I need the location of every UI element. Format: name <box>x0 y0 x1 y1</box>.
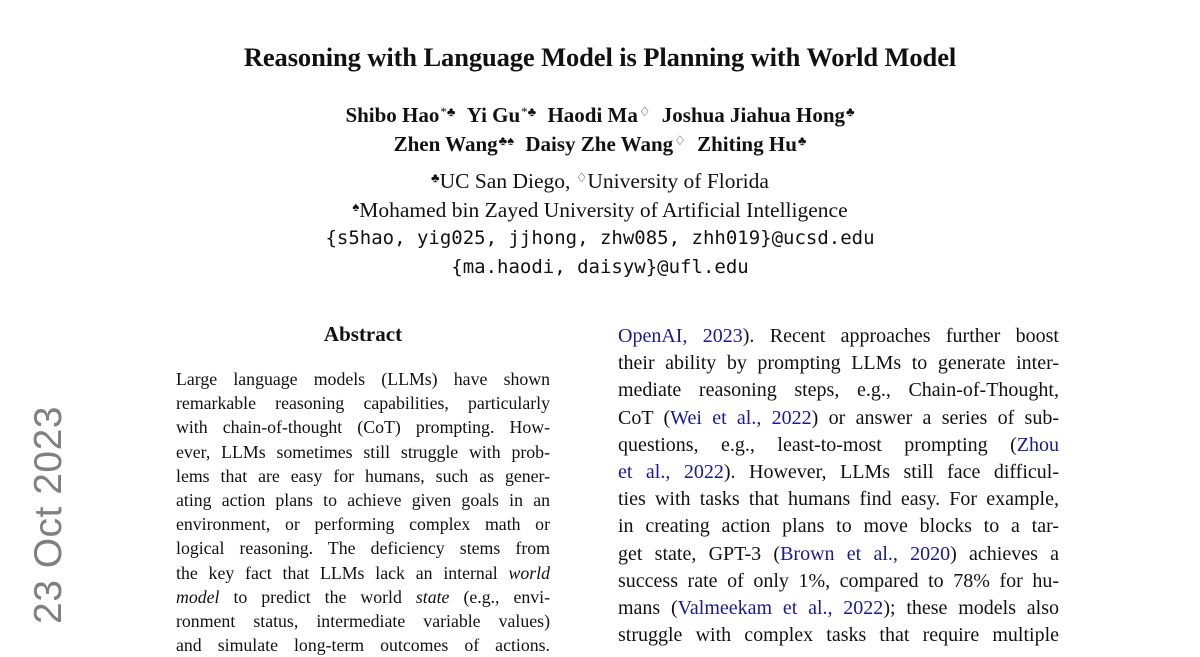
body-line: success rate of only 1%, compared to 78% for hu- <box>618 569 1059 592</box>
abstract-line: lems that are easy for humans, such as gener- <box>176 465 550 486</box>
author-list <box>0 101 1200 158</box>
body-line: struggle with complex tasks that require multiple <box>618 624 1059 647</box>
author-line-1 <box>0 101 1200 130</box>
author-name: Yi Gu <box>466 103 521 127</box>
author <box>697 132 806 156</box>
abstract-text <box>176 367 550 657</box>
body-text-run: get state, GPT-3 ( <box>618 542 781 565</box>
email-ucsd: {s5hao, yig025, jjhong, zhw085, zhh019}@ucsd.edu <box>325 227 875 249</box>
abstract-text-run: to predict the world <box>233 586 402 607</box>
emphasis: world <box>508 562 550 583</box>
author <box>467 103 537 127</box>
abstract-line: environment, or performing complex math or <box>176 514 550 535</box>
abstract-line <box>176 561 550 585</box>
author-name: Shibo Hao <box>345 103 440 127</box>
email-ufl: {ma.haodi, daisyw}@ufl.edu <box>451 255 749 278</box>
abstract-line: Large language models (LLMs) have shown <box>176 369 550 389</box>
affiliation-mbzuai: Mohamed bin Zayed University of Artificial Intelligence <box>359 197 848 222</box>
author-name: Joshua Jiahua Hong <box>661 103 846 127</box>
abstract-line: ever, LLMs sometimes still struggle with prob- <box>176 441 550 462</box>
body-line <box>618 459 1059 486</box>
citation-link[interactable]: Zhou <box>1016 433 1059 456</box>
body-text-run: ). However, LLMs still face difficul- <box>723 461 1059 484</box>
citation-link[interactable]: Valmeekam et al., 2022 <box>677 597 884 620</box>
arxiv-date-stamp: 23 Oct 2023 <box>27 406 70 624</box>
author-line-2 <box>0 130 1200 159</box>
abstract-line: ating action plans to achieve given goals in an <box>176 490 550 511</box>
body-line <box>618 323 1059 350</box>
affiliation-mark: ♠ <box>352 198 360 214</box>
body-line: ties with tasks that humans find easy. For example, <box>618 488 1059 511</box>
emphasis: model <box>176 586 220 607</box>
body-text-run: questions, e.g., least-to-most prompting ( <box>618 433 1017 456</box>
body-line <box>618 595 1059 622</box>
paper-title: Reasoning with Language Model is Planning with World Model <box>243 42 957 72</box>
emphasis: state <box>415 586 450 607</box>
body-text-run: mans ( <box>618 597 678 620</box>
abstract-line: with chain-of-thought (CoT) prompting. How- <box>176 417 550 438</box>
abstract-line: remarkable reasoning capabilities, particularly <box>176 393 550 414</box>
affiliation-mark: ♣ <box>431 170 440 185</box>
body-line <box>618 432 1059 459</box>
body-text-run: CoT ( <box>618 406 671 429</box>
abstract-line <box>176 585 550 609</box>
introduction-text <box>618 323 1059 649</box>
abstract-line: and simulate long-term outcomes of actions. <box>176 635 550 656</box>
abstract-text-run: (e.g., envi- <box>463 586 551 607</box>
author <box>525 132 685 156</box>
abstract-line: ronment status, intermediate variable values) <box>176 611 550 632</box>
affiliation-mark: ♢ <box>674 132 686 148</box>
body-text-run: ) or answer a series of sub- <box>811 406 1059 429</box>
author <box>394 132 515 156</box>
author <box>662 103 855 127</box>
affiliation-line-2 <box>0 196 1200 225</box>
affiliation-ucsd: UC San Diego, <box>439 169 571 193</box>
affiliation-uf: University of Florida <box>587 169 769 193</box>
author-name: Zhen Wang <box>393 131 498 156</box>
affiliation-line-1 <box>0 167 1200 196</box>
affiliation-mark: *♣ <box>521 104 537 119</box>
affiliations <box>0 167 1200 281</box>
body-text-run: ). Recent approaches further boost <box>742 325 1059 347</box>
affiliation-mark: *♣ <box>440 104 456 119</box>
citation-link[interactable]: et al., 2022 <box>618 461 724 484</box>
citation-link[interactable]: Wei et al., 2022 <box>670 406 812 429</box>
abstract-text-run: the key fact that LLMs lack an internal <box>176 562 498 583</box>
author <box>345 103 455 127</box>
citation-link[interactable]: Brown et al., 2020 <box>780 542 951 565</box>
body-line <box>618 405 1059 432</box>
body-line: their ability by prompting LLMs to generate inter- <box>618 352 1059 375</box>
body-line: in creating action plans to move blocks to a tar- <box>618 515 1059 538</box>
author <box>547 103 650 127</box>
author-name: Zhiting Hu <box>697 131 797 156</box>
affiliation-mark: ♣♠ <box>498 132 515 148</box>
body-line <box>618 541 1059 568</box>
abstract-heading: Abstract <box>323 322 403 346</box>
author-name: Haodi Ma <box>547 103 638 127</box>
author-name: Daisy Zhe Wang <box>525 131 674 156</box>
affiliation-mark: ♣ <box>797 132 807 148</box>
body-text-run: ) achieves a <box>950 542 1059 565</box>
affiliation-mark: ♣ <box>846 104 855 119</box>
citation-link[interactable]: OpenAI, 2023 <box>618 325 743 347</box>
body-text-run: ); these models also <box>883 597 1059 620</box>
abstract-line: logical reasoning. The deficiency stems from <box>176 538 550 559</box>
affiliation-mark: ♢ <box>575 170 588 185</box>
affiliation-mark: ♢ <box>638 104 651 119</box>
body-line: mediate reasoning steps, e.g., Chain-of-Thought, <box>618 379 1059 402</box>
